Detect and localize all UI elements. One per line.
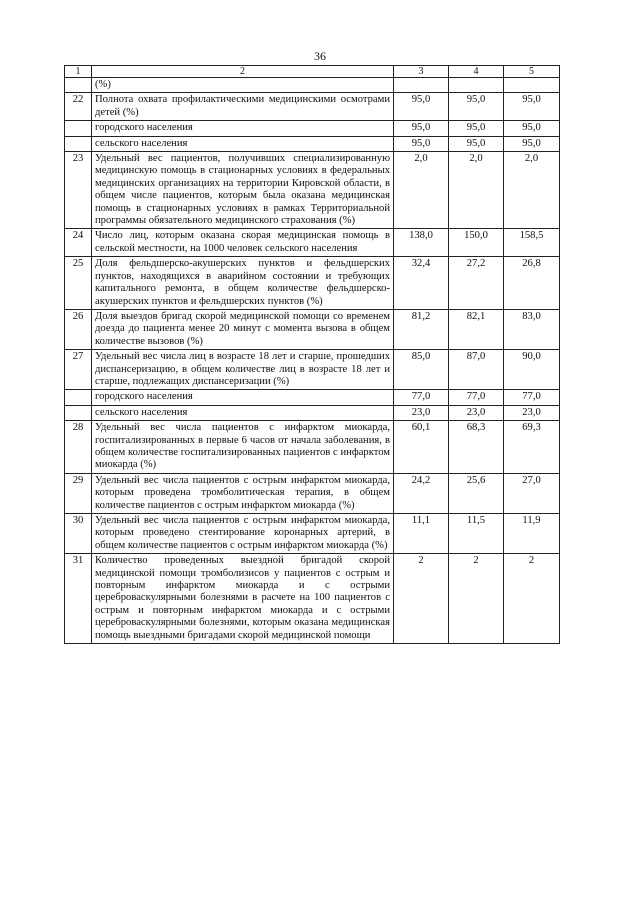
row-value-col5: 23,0 <box>504 405 560 420</box>
header-cell: 1 <box>65 66 92 78</box>
row-value-col5: 2 <box>504 554 560 644</box>
row-value-col3: 85,0 <box>394 350 449 390</box>
row-number: 22 <box>65 93 92 121</box>
table-row <box>65 390 560 405</box>
row-number: 28 <box>65 421 92 474</box>
table-row <box>65 136 560 151</box>
row-number: 27 <box>65 350 92 390</box>
page-number: 36 <box>314 49 326 63</box>
header-cell: 4 <box>449 66 504 78</box>
row-value-col5: 27,0 <box>504 473 560 513</box>
row-value-col4: 2 <box>449 554 504 644</box>
header-cell: 2 <box>92 66 394 78</box>
row-value-col3: 138,0 <box>394 229 449 257</box>
row-number: 29 <box>65 473 92 513</box>
indicators-table <box>64 65 560 644</box>
table-row <box>65 152 560 229</box>
row-value-col4: 68,3 <box>449 421 504 474</box>
header-cell: 5 <box>504 66 560 78</box>
row-value-col3 <box>394 78 449 93</box>
row-value-col4: 25,6 <box>449 473 504 513</box>
row-number <box>65 405 92 420</box>
row-number: 24 <box>65 229 92 257</box>
row-value-col5: 69,3 <box>504 421 560 474</box>
row-indicator-text: Удельный вес пациентов, получивших специализированную медицинскую помощь в стационарных условиях в федеральных медицинских организациях на территории Кировской области, в общем числе пациентов, которым была оказана медицинская помощь в стационарных условиях в рамках Территориальной программы обязательного медицинского страхования (%) <box>92 152 394 229</box>
row-indicator-text: Число лиц, которым оказана скорая медицинская помощь в сельской местности, на 1000 человек сельского населения <box>92 229 394 257</box>
row-value-col3: 24,2 <box>394 473 449 513</box>
row-value-col4: 95,0 <box>449 121 504 136</box>
row-value-col5: 2,0 <box>504 152 560 229</box>
row-value-col4: 87,0 <box>449 350 504 390</box>
row-value-col5: 77,0 <box>504 390 560 405</box>
row-number <box>65 390 92 405</box>
row-value-col4: 95,0 <box>449 136 504 151</box>
row-indicator-text: сельского населения <box>92 405 394 420</box>
row-value-col4: 23,0 <box>449 405 504 420</box>
row-indicator-text: Доля фельдшерско-акушерских пунктов и фельдшерских пунктов, находящихся в аварийном состоянии и требующих капитального ремонта, в общем количестве фельдшерско-акушерских пунктов и фельдшерских пунктов (%) <box>92 257 394 310</box>
row-value-col3: 23,0 <box>394 405 449 420</box>
row-value-col5: 95,0 <box>504 93 560 121</box>
table-row <box>65 78 560 93</box>
row-value-col5: 26,8 <box>504 257 560 310</box>
row-value-col5: 83,0 <box>504 309 560 349</box>
row-number: 31 <box>65 554 92 644</box>
table-row <box>65 421 560 474</box>
row-value-col4 <box>449 78 504 93</box>
row-indicator-text: Удельный вес числа пациентов с острым инфарктом миокарда, которым проведено стентирование коронарных артерий, в общем количестве пациентов с острым инфарктом миокарда (%) <box>92 514 394 554</box>
row-indicator-text: сельского населения <box>92 136 394 151</box>
row-number <box>65 78 92 93</box>
row-value-col5: 158,5 <box>504 229 560 257</box>
table-row <box>65 554 560 644</box>
row-value-col3: 95,0 <box>394 136 449 151</box>
table-row <box>65 473 560 513</box>
row-value-col5 <box>504 78 560 93</box>
row-number <box>65 121 92 136</box>
row-indicator-text: (%) <box>92 78 394 93</box>
row-number: 26 <box>65 309 92 349</box>
row-value-col3: 81,2 <box>394 309 449 349</box>
table-header-row <box>65 66 560 78</box>
row-value-col3: 77,0 <box>394 390 449 405</box>
row-indicator-text: Полнота охвата профилактическими медицинскими осмотрами детей (%) <box>92 93 394 121</box>
row-indicator-text: Количество проведенных выездной бригадой скорой медицинской помощи тромболизисов у пациентов с острым и повторным инфарктом миокарда и с острыми цереброваскулярными болезнями в расчете на 100 пациентов с острым и повторным инфарктом миокарда и с острыми цереброваскулярными болезнями, которым оказана медицинская помощь выездными бригадами скорой медицинской помощи <box>92 554 394 644</box>
row-value-col3: 60,1 <box>394 421 449 474</box>
row-indicator-text: Доля выездов бригад скорой медицинской помощи со временем доезда до пациента менее 20 минут с момента вызова в общем количестве вызовов (%) <box>92 309 394 349</box>
row-indicator-text: городского населения <box>92 121 394 136</box>
row-value-col5: 95,0 <box>504 121 560 136</box>
row-number: 30 <box>65 514 92 554</box>
row-value-col3: 2 <box>394 554 449 644</box>
row-indicator-text: Удельный вес числа пациентов с инфарктом миокарда, госпитализированных в первые 6 часов от начала заболевания, в общем количестве госпитализированных пациентов с инфарктом миокарда (%) <box>92 421 394 474</box>
table-row <box>65 93 560 121</box>
row-value-col4: 150,0 <box>449 229 504 257</box>
table-row <box>65 405 560 420</box>
row-value-col3: 95,0 <box>394 93 449 121</box>
table-row <box>65 514 560 554</box>
row-value-col4: 2,0 <box>449 152 504 229</box>
row-value-col5: 11,9 <box>504 514 560 554</box>
row-value-col4: 11,5 <box>449 514 504 554</box>
row-number: 25 <box>65 257 92 310</box>
row-value-col4: 95,0 <box>449 93 504 121</box>
row-number <box>65 136 92 151</box>
row-value-col3: 2,0 <box>394 152 449 229</box>
table-row <box>65 121 560 136</box>
table-row <box>65 257 560 310</box>
row-indicator-text: Удельный вес числа пациентов с острым инфарктом миокарда, которым проведена тромболитическая терапия, в общем количестве пациентов с острым инфарктом миокарда (%) <box>92 473 394 513</box>
row-indicator-text: Удельный вес числа лиц в возрасте 18 лет и старше, прошедших диспансеризацию, в общем количестве лиц в возрасте 18 лет и старше, подлежащих диспансеризации (%) <box>92 350 394 390</box>
table-row <box>65 350 560 390</box>
row-value-col3: 95,0 <box>394 121 449 136</box>
row-number: 23 <box>65 152 92 229</box>
header-cell: 3 <box>394 66 449 78</box>
row-value-col3: 32,4 <box>394 257 449 310</box>
row-value-col4: 82,1 <box>449 309 504 349</box>
row-indicator-text: городского населения <box>92 390 394 405</box>
row-value-col4: 27,2 <box>449 257 504 310</box>
row-value-col4: 77,0 <box>449 390 504 405</box>
table-row <box>65 229 560 257</box>
row-value-col3: 11,1 <box>394 514 449 554</box>
table-row <box>65 309 560 349</box>
row-value-col5: 95,0 <box>504 136 560 151</box>
row-value-col5: 90,0 <box>504 350 560 390</box>
